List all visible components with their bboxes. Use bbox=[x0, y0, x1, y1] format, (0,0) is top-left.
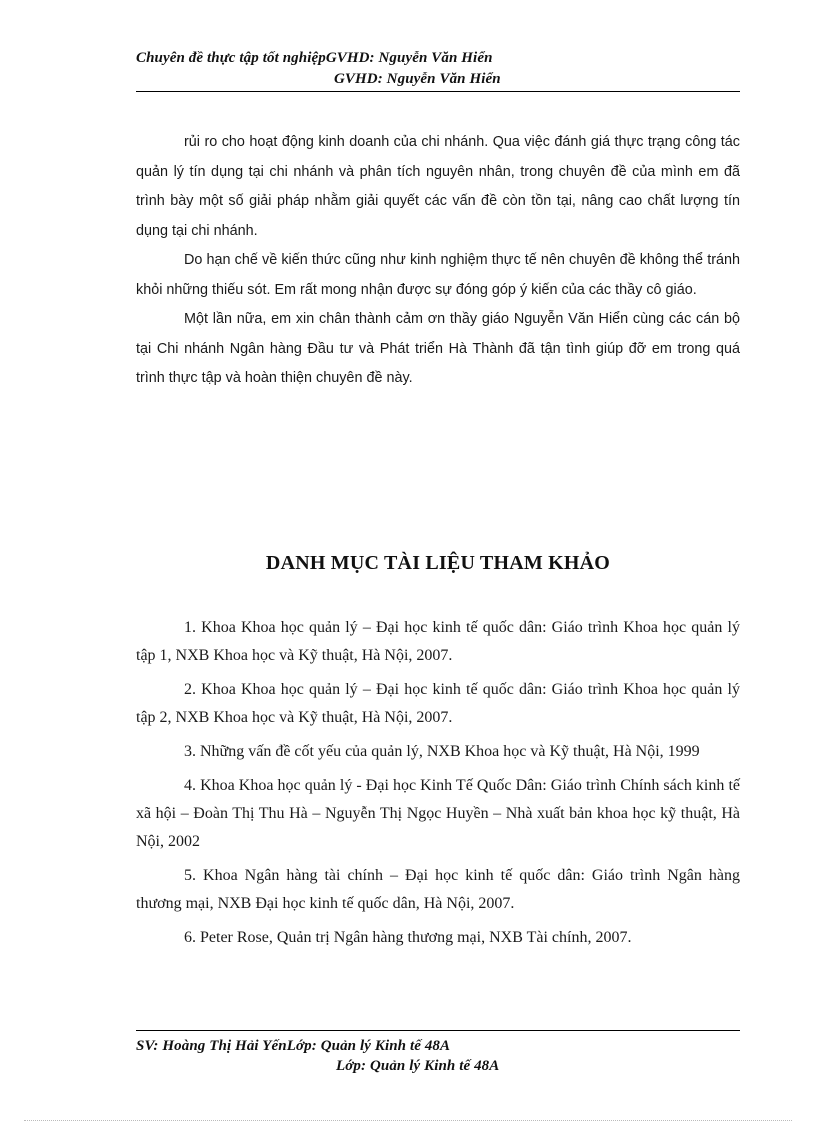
references-list bbox=[136, 614, 740, 958]
reference-item: 1. Khoa Khoa học quản lý – Đại học kinh tế quốc dân: Giáo trình Khoa học quản lý tập 1, NXB Khoa học và Kỹ thuật, Hà Nội, 2007. bbox=[136, 619, 740, 664]
paragraph: Do hạn chế về kiến thức cũng như kinh nghiệm thực tế nên chuyên đề không thể tránh khỏi những thiếu sót. Em rất mong nhận được sự đóng góp ý kiến của các thầy cô giáo. bbox=[136, 252, 740, 298]
header-line-1: Chuyên đề thực tập tốt nghiệpGVHD: Nguyễn Văn Hiển bbox=[136, 50, 493, 66]
page-edge-divider bbox=[24, 1120, 792, 1121]
header-rule bbox=[136, 91, 740, 92]
footer-line-1: SV: Hoàng Thị Hải YếnLớp: Quản lý Kinh tế 48A bbox=[136, 1038, 451, 1054]
reference-item: 2. Khoa Khoa học quản lý – Đại học kinh tế quốc dân: Giáo trình Khoa học quản lý tập 2, NXB Khoa học và Kỹ thuật, Hà Nội, 2007. bbox=[136, 681, 740, 726]
footer-rule bbox=[136, 1030, 740, 1031]
references-title: DANH MỤC TÀI LIỆU THAM KHẢO bbox=[265, 552, 611, 574]
reference-item: 4. Khoa Khoa học quản lý - Đại học Kinh Tế Quốc Dân: Giáo trình Chính sách kinh tế xã hội – Đoàn Thị Thu Hà – Nguyễn Thị Ngọc Huyền – Nhà xuất bản khoa học kỹ thuật, Hà Nội, 2002 bbox=[136, 777, 740, 850]
reference-item: 6. Peter Rose, Quản trị Ngân hàng thương mại, NXB Tài chính, 2007. bbox=[184, 929, 632, 946]
reference-item: 3. Những vấn đề cốt yếu của quản lý, NXB Khoa học và Kỹ thuật, Hà Nội, 1999 bbox=[184, 743, 700, 760]
paragraph: Một lần nữa, em xin chân thành cảm ơn thầy giáo Nguyễn Văn Hiển cùng các cán bộ tại Chi nhánh Ngân hàng Đầu tư và Phát triển Hà Thành đã tận tình giúp đỡ em trong quá trình thực tập và hoàn thiện chuyên đề này. bbox=[136, 311, 740, 386]
closing-text bbox=[136, 128, 740, 394]
header-line-2: GVHD: Nguyễn Văn Hiển bbox=[334, 71, 501, 87]
footer-line-2: Lớp: Quản lý Kinh tế 48A bbox=[336, 1058, 500, 1074]
reference-item: 5. Khoa Ngân hàng tài chính – Đại học kinh tế quốc dân: Giáo trình Ngân hàng thương mại, NXB Đại học kinh tế quốc dân, Hà Nội, 2007. bbox=[136, 867, 740, 912]
paragraph: rủi ro cho hoạt động kinh doanh của chi nhánh. Qua việc đánh giá thực trạng công tác quản lý tín dụng tại chi nhánh và phân tích nguyên nhân, trong chuyên đề của mình em đã trình bày một số giải pháp nhằm giải quyết các vấn đề còn tồn tại, nâng cao chất lượng tín dụng tại chi nhánh. bbox=[136, 134, 740, 239]
